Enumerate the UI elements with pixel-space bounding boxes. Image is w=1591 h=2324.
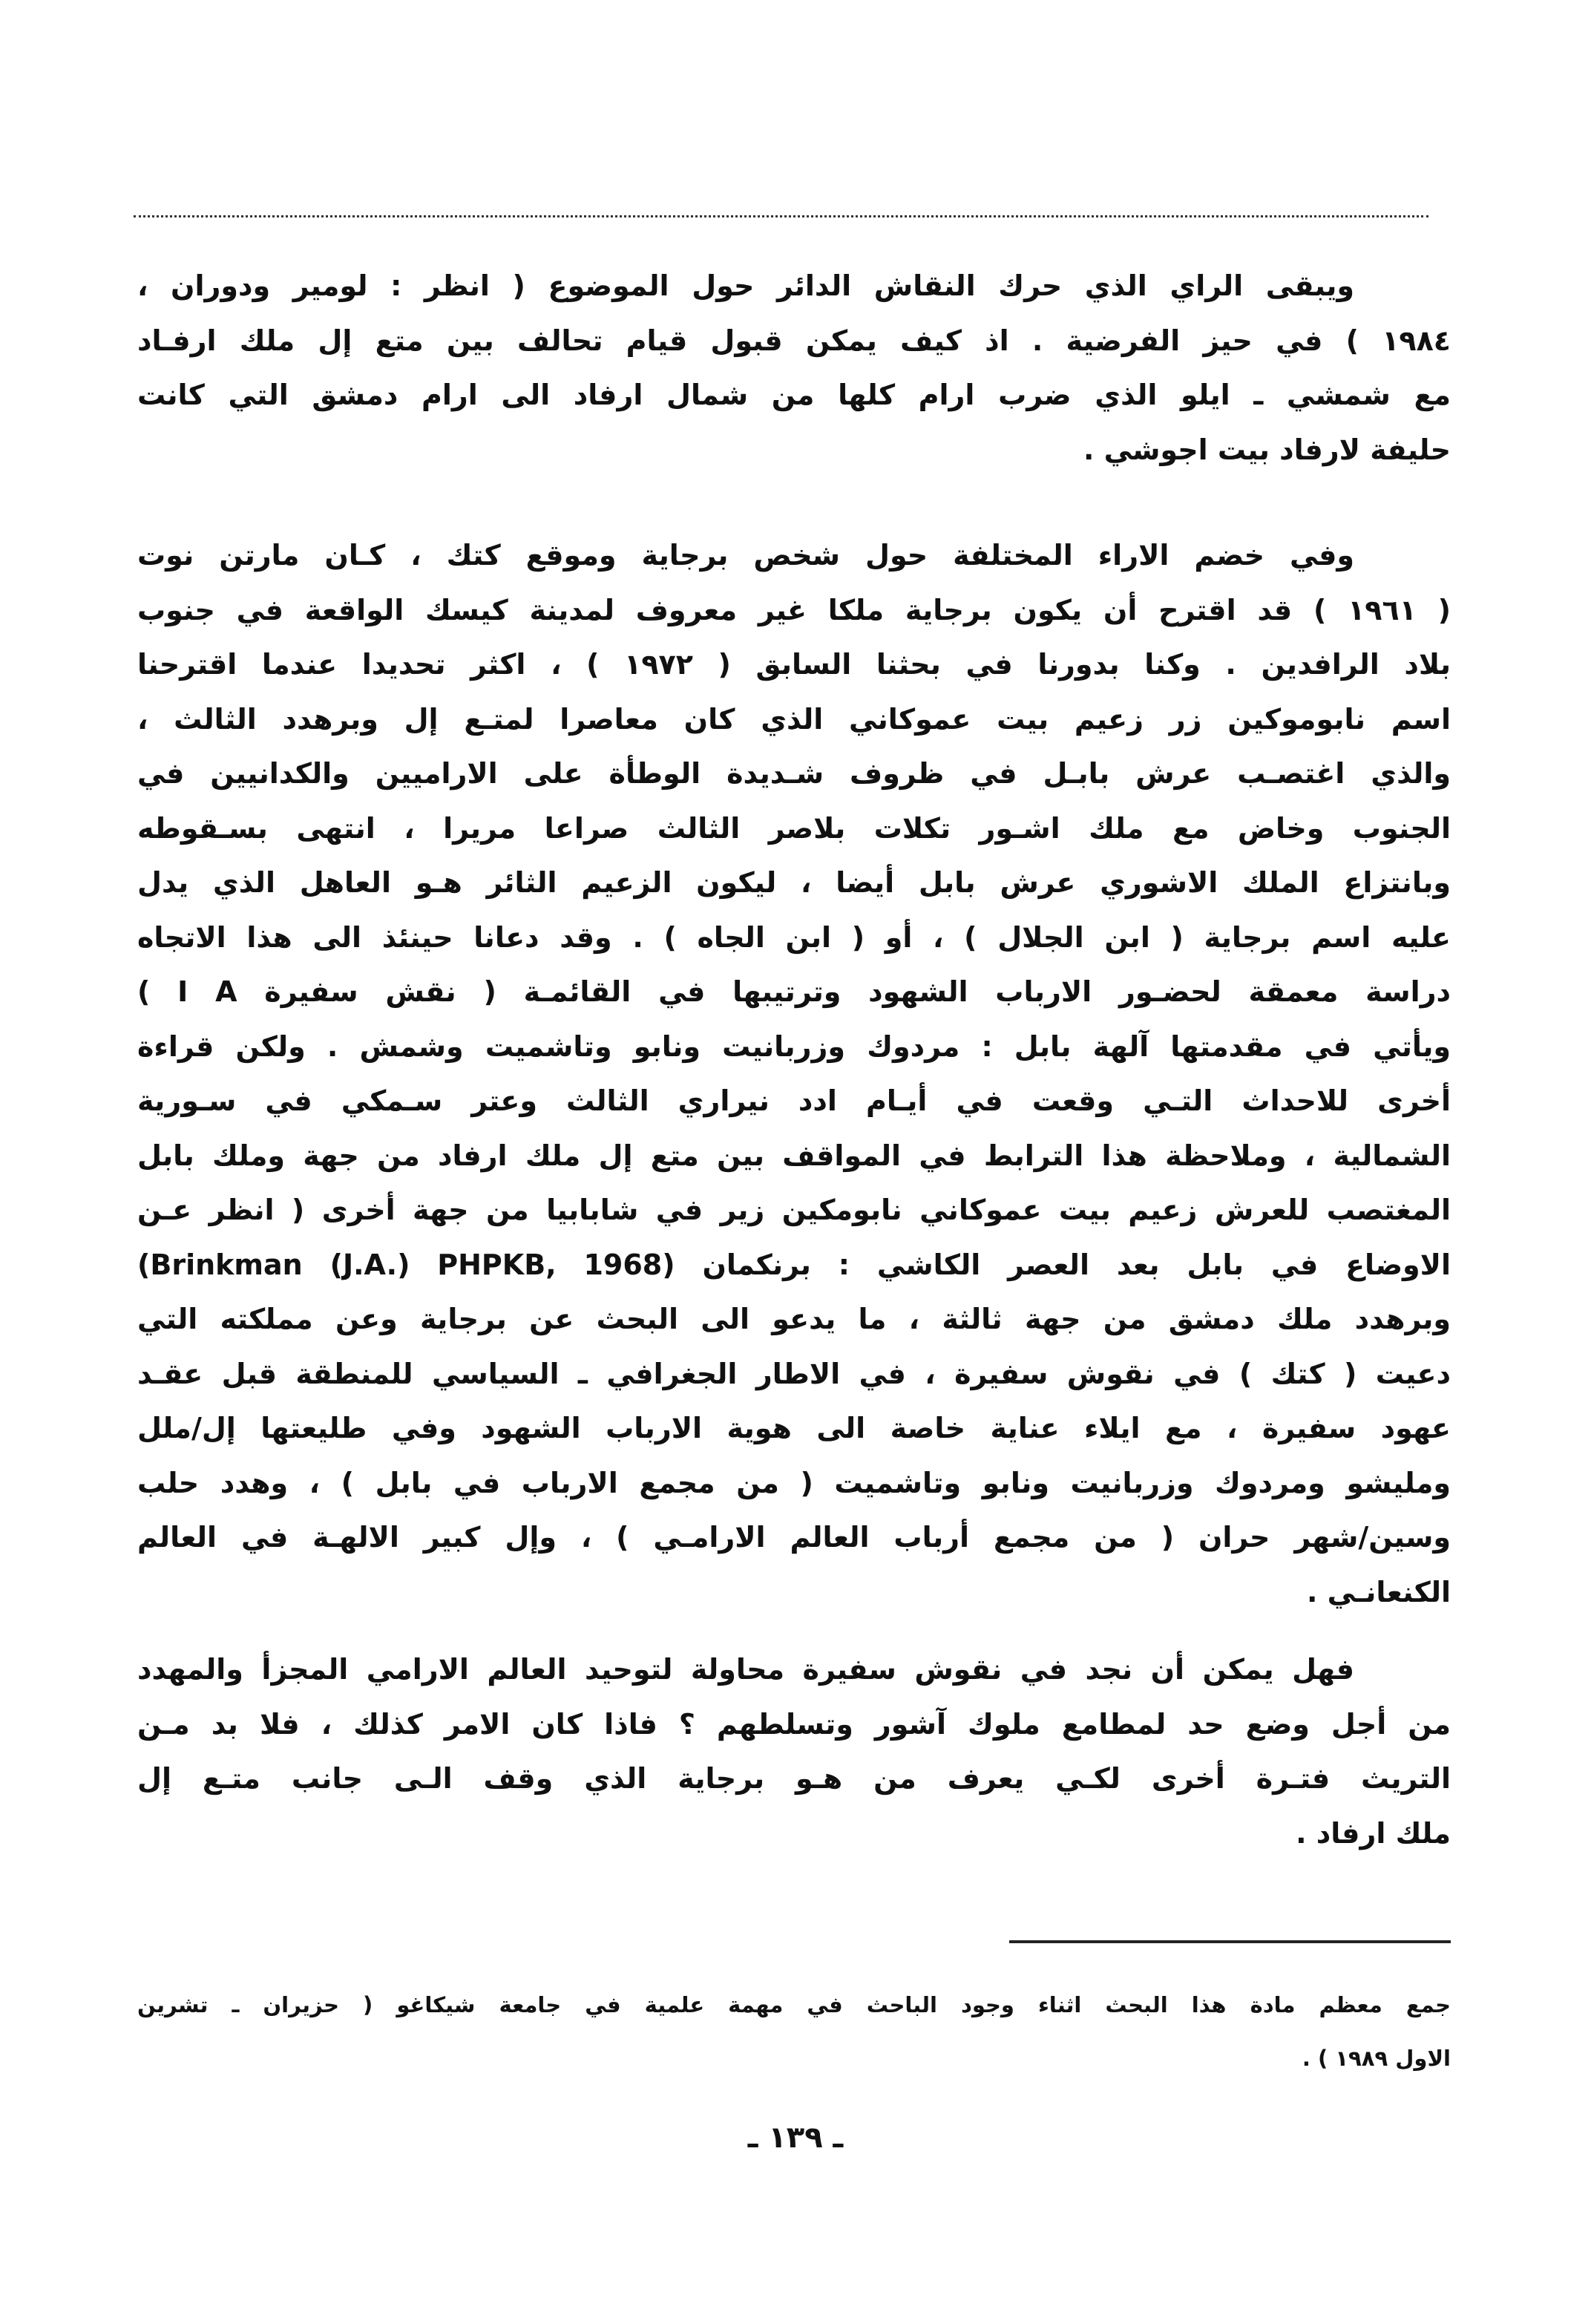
text-line: من أجل وضع حد لمطامع ملوك آشور وتسلطهم ؟ فاذا كان الامر كذلك ، فلا بد مـن (137, 1707, 1451, 1741)
text-line: مع شمشي ـ ايلو الذي ضرب ارام كلها من شمال ارفاد الى ارام دمشق التي كانت (137, 379, 1451, 411)
footnote (137, 1978, 1451, 2085)
page-number: ـ ١٣٩ ـ (747, 2121, 844, 2155)
text-line: المغتصب للعرش زعيم بيت عموكاني نابومكين زير في شابابيا من جهة أخرى ( انظر عـن (137, 1194, 1451, 1226)
text-line: حليفة لارفاد بيت اجوشي . (1083, 433, 1451, 466)
text-line: بلاد الرافدين . وكنا بدورنا في بحثنا السابق ( ١٩٧٢ ) ، اكثر تحديدا عندما اقترحنا (137, 648, 1451, 681)
text-line: الاوضاع في بابل بعد العصر الكاشي : برنكمان (Brinkman (J.A.) PHPKB, 1968) (137, 1248, 1451, 1281)
text-line: وبرهدد ملك دمشق من جهة ثالثة ، ما يدعو الى البحث عن برجاية وعن مملكته التي (137, 1303, 1451, 1335)
paragraph-1 (137, 259, 1451, 477)
text-line: الجنوب وخاض مع ملك اشـور تكلات بلاصر الثالث صراعا مريرا ، انتهى بسـقوطه (137, 811, 1451, 845)
paragraph-3 (137, 1643, 1451, 1861)
text-line: دعيت ( كتك ) في نقوش سفيرة ، في الاطار الجغرافي ـ السياسي للمنطقة قبل عقـد (137, 1357, 1451, 1390)
paragraph-2 (137, 528, 1451, 1620)
text-line: دراسة معمقة لحضـور الارباب الشهود وترتيبها في القائمـة ( نقش سفيرة I A ) (137, 975, 1451, 1008)
text-line: جمع معظم مادة هذا البحث اثناء وجود الباحث في مهمة علمية في جامعة شيكاغو ( حزيران ـ تشرين (137, 1992, 1451, 2017)
text-line: اسم نابوموكين زر زعيم بيت عموكاني الذي كان معاصرا لمتـع إل وبرهدد الثالث ، (137, 702, 1451, 736)
text-line: الشمالية ، وملاحظة هذا الترابط في المواقف بين متع إل ملك ارفاد من جهة وملك بابل (137, 1139, 1451, 1172)
text-line: وفي خضم الاراء المختلفة حول شخص برجاية وموقع كتك ، كـان مارتن نوت (137, 539, 1354, 572)
text-line: وبانتزاع الملك الاشوري عرش بابل أيضا ، ليكون الزعيم الثائر هـو العاهل الذي يدل (137, 866, 1451, 899)
text-line: ملك ارفاد . (1296, 1816, 1451, 1850)
text-line: ١٩٨٤ ) في حيز الفرضية . اذ كيف يمكن قبول قيام تحالف بين متع إل ملك ارفـاد (137, 324, 1451, 357)
text-line: وملیشو ومردوك وزربانيت ونابو وتاشميت ( من مجمع الارباب في بابل ) ، وهدد حلب (137, 1466, 1451, 1499)
text-line: الاول ١٩٨٩ ) . (1302, 2046, 1451, 2071)
text-line: وسين/شهر حران ( من مجمع أرباب العالم الارامـي ) ، وإل كبير الالهـة في العالم (137, 1521, 1451, 1554)
text-line: عهود سفيرة ، مع ايلاء عناية خاصة الى هوية الارباب الشهود وفي طليعتها إل/ملل (137, 1412, 1451, 1444)
header-dotted-rule (134, 215, 1428, 217)
text-line: الكنعانـي . (1307, 1575, 1451, 1608)
text-line: ويأتي في مقدمتها آلهة بابل : مردوك وزربانيت ونابو وتاشميت وشمش . ولكن قراءة (137, 1030, 1451, 1063)
text-line: عليه اسم برجاية ( ابن الجلال ) ، أو ( ابن الجاه ) . وقد دعانا حينئذ الى هذا الاتجاه (137, 920, 1451, 954)
text-line: ( ١٩٦١ ) قد اقترح أن يكون برجاية ملكا غير معروف لمدينة كيسك الواقعة في جنوب (137, 593, 1451, 626)
text-line: أخرى للاحداث التـي وقعت في أيـام ادد نيراري الثالث وعتر سـمكي في سـورية (137, 1084, 1451, 1117)
text-line: والذي اغتصـب عرش بابـل في ظروف شـديدة الوطأة على الاراميين والكدانيين في (137, 757, 1451, 790)
text-line: ويبقى الراي الذي حرك النقاش الدائر حول الموضوع ( انظر : لومير ودوران ، (137, 269, 1354, 302)
text-line: فهل يمكن أن نجد في نقوش سفيرة محاولة لتوحيد العالم الارامي المجزأ والمهدد (137, 1653, 1354, 1686)
footnote-rule (1009, 1940, 1451, 1943)
text-line: التريث فتـرة أخرى لكـي يعرف من هـو برجاية الذي وقف الـى جانب متـع إل (137, 1762, 1451, 1795)
